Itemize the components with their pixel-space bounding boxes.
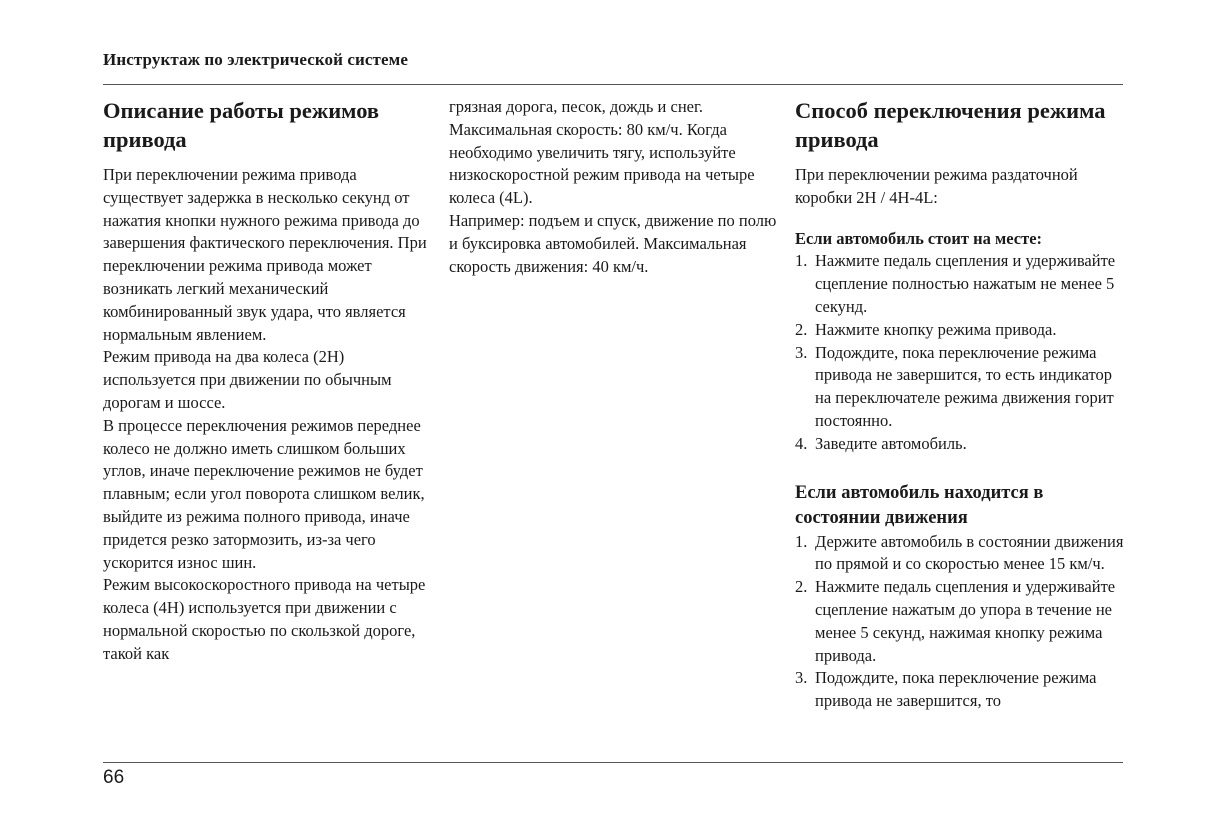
steps-list-stationary	[795, 250, 1125, 455]
list-item: 4. Заведите автомобиль.	[795, 433, 967, 453]
running-header: Инструктаж по электрической системе	[103, 50, 408, 69]
list-item: 1. Нажмите педаль сцепления и удерживайте сцепление полностью нажатым не менее 5 секунд.	[795, 251, 1116, 316]
subheading-moving: Если автомобиль находится в состоянии движения	[795, 482, 1044, 528]
footer-rule	[103, 762, 1123, 763]
page-number: 66	[103, 767, 125, 788]
paragraph: Режим привода на два колеса (2H) используется при движении по обычным дорогам и шоссе.	[103, 347, 392, 412]
section-heading-switch-method: Способ переключения режима привода	[795, 98, 1106, 152]
list-item: 2. Нажмите педаль сцепления и удерживайте сцепление нажатым до упора в течение не менее 5 секунд, нажимая кнопку режима привода.	[795, 577, 1116, 665]
header-rule	[103, 84, 1123, 85]
list-item: 2. Нажмите кнопку режима привода.	[795, 319, 1057, 339]
intro-paragraph: При переключении режима раздаточной коробки 2H / 4H-4L:	[795, 165, 1078, 207]
paragraph: Режим высокоскоростного привода на четыре колеса (4H) используется при движении с нормальной скоростью по скользкой дороге, такой как	[103, 575, 426, 663]
paragraph: Например: подъем и спуск, движение по полю и буксировка автомобилей. Максимальная скорость движения: 40 км/ч.	[449, 210, 777, 276]
paragraph: грязная дорога, песок, дождь и снег. Максимальная скорость: 80 км/ч. Когда необходимо увеличить тягу, используйте низкоскоростной режим привода на четыре колеса (4L).	[449, 97, 755, 208]
list-item: 3. Подождите, пока переключение режима привода не завершится, то есть индикатор на переключателе режима движения горит постоянно.	[795, 342, 1114, 430]
section-heading-drive-modes: Описание работы режимов привода	[103, 98, 380, 152]
column-left	[103, 96, 435, 666]
column-right	[795, 96, 1125, 713]
column-middle	[449, 96, 785, 278]
subheading-stationary: Если автомобиль стоит на месте:	[795, 228, 1043, 248]
steps-list-moving	[795, 531, 1125, 713]
list-item: 3. Подождите, пока переключение режима привода не завершится, то	[795, 668, 1097, 711]
paragraph: В процессе переключения режимов переднее колесо не должно иметь слишком больших углов, иначе переключение режимов не будет плавным; если угол поворота слишком велик, выйдите из режима полного привода, иначе придется резко затормозить, из-за чего ускорится износ шин.	[103, 415, 425, 572]
list-item: 1. Держите автомобиль в состоянии движения по прямой и со скоростью менее 15 км/ч.	[795, 531, 1124, 574]
paragraph: При переключении режима привода существует задержка в несколько секунд от нажатия кнопки нужного режима привода до завершения фактического переключения. При переключении режима привода может возникать легкий механический комбинированный звук удара, что является нормальным явлением.	[103, 165, 427, 344]
